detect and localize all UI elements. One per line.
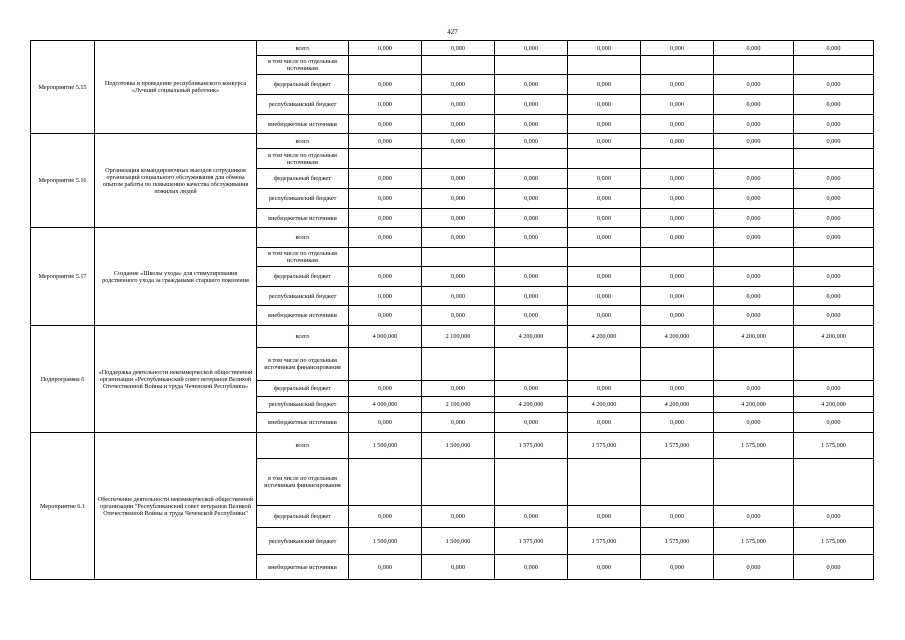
amount-cell: 0,000 xyxy=(641,115,714,134)
amount-cell: 0,000 xyxy=(794,287,874,306)
amount-cell: 0,000 xyxy=(641,228,714,248)
amount-cell: 4 200,000 xyxy=(641,326,714,348)
amount-cell xyxy=(714,149,794,169)
amount-cell: 0,000 xyxy=(714,41,794,56)
amount-cell: 0,000 xyxy=(349,41,422,56)
amount-cell: 0,000 xyxy=(495,413,568,433)
program-code-cell: Мероприятие 5.16 xyxy=(31,134,95,228)
amount-cell: 0,000 xyxy=(714,209,794,228)
funding-source-cell: в том числе по отдельным источникам финансирования xyxy=(257,348,349,381)
amount-cell: 1 575,000 xyxy=(714,528,794,555)
amount-cell: 0,000 xyxy=(568,413,641,433)
amount-cell: 0,000 xyxy=(349,169,422,189)
amount-cell: 1 575,000 xyxy=(714,433,794,459)
amount-cell: 0,000 xyxy=(495,506,568,528)
amount-cell: 0,000 xyxy=(495,209,568,228)
amount-cell: 1 575,000 xyxy=(641,433,714,459)
amount-cell: 2 100,000 xyxy=(422,326,495,348)
amount-cell: 0,000 xyxy=(349,413,422,433)
amount-cell xyxy=(349,459,422,506)
amount-cell: 0,000 xyxy=(495,41,568,56)
amount-cell: 0,000 xyxy=(349,228,422,248)
amount-cell xyxy=(422,149,495,169)
funding-source-cell: республиканский бюджет xyxy=(257,397,349,413)
funding-source-cell: внебюджетные источники xyxy=(257,413,349,433)
amount-cell: 1 500,000 xyxy=(422,433,495,459)
amount-cell: 0,000 xyxy=(794,95,874,115)
funding-source-cell: республиканский бюджет xyxy=(257,287,349,306)
amount-cell: 1 575,000 xyxy=(794,433,874,459)
amount-cell: 0,000 xyxy=(794,228,874,248)
amount-cell: 4 000,000 xyxy=(349,326,422,348)
amount-cell: 1 575,000 xyxy=(495,528,568,555)
funding-source-cell: федеральный бюджет xyxy=(257,169,349,189)
amount-cell xyxy=(568,56,641,75)
page-number: 427 xyxy=(447,28,458,36)
amount-cell: 0,000 xyxy=(641,506,714,528)
amount-cell: 1 500,000 xyxy=(349,433,422,459)
amount-cell: 0,000 xyxy=(422,228,495,248)
amount-cell: 0,000 xyxy=(568,267,641,287)
amount-cell: 1 500,000 xyxy=(422,528,495,555)
funding-source-cell: всего xyxy=(257,134,349,149)
amount-cell: 0,000 xyxy=(794,134,874,149)
amount-cell xyxy=(794,348,874,381)
amount-cell: 0,000 xyxy=(422,306,495,326)
amount-cell: 0,000 xyxy=(349,134,422,149)
amount-cell: 0,000 xyxy=(794,506,874,528)
amount-cell: 0,000 xyxy=(495,228,568,248)
amount-cell: 0,000 xyxy=(422,95,495,115)
funding-source-cell: внебюджетные источники xyxy=(257,555,349,580)
funding-source-cell: республиканский бюджет xyxy=(257,189,349,209)
amount-cell: 0,000 xyxy=(422,209,495,228)
amount-cell: 0,000 xyxy=(641,413,714,433)
amount-cell: 0,000 xyxy=(422,169,495,189)
amount-cell: 0,000 xyxy=(349,555,422,580)
amount-cell xyxy=(714,348,794,381)
amount-cell: 0,000 xyxy=(794,41,874,56)
table-row xyxy=(31,228,874,248)
program-title-cell: Создание «Школы ухода» для стимулирования родственного ухода за гражданами старшего поколения xyxy=(95,228,257,326)
amount-cell: 0,000 xyxy=(422,413,495,433)
amount-cell xyxy=(794,56,874,75)
amount-cell: 0,000 xyxy=(714,228,794,248)
program-title-cell: Организация командировочных выездов сотрудников организаций социального обслуживания для обмена опытом работы по повышению качества обслуживания пожилых людей xyxy=(95,134,257,228)
amount-cell: 0,000 xyxy=(568,228,641,248)
amount-cell: 0,000 xyxy=(641,306,714,326)
amount-cell: 0,000 xyxy=(714,95,794,115)
amount-cell: 0,000 xyxy=(568,134,641,149)
amount-cell: 0,000 xyxy=(641,267,714,287)
funding-source-cell: всего xyxy=(257,228,349,248)
amount-cell: 0,000 xyxy=(794,555,874,580)
amount-cell: 2 100,000 xyxy=(422,397,495,413)
amount-cell: 4 200,000 xyxy=(714,326,794,348)
funding-source-cell: республиканский бюджет xyxy=(257,528,349,555)
amount-cell: 0,000 xyxy=(714,169,794,189)
amount-cell xyxy=(714,56,794,75)
amount-cell xyxy=(422,248,495,267)
amount-cell: 0,000 xyxy=(422,75,495,95)
amount-cell: 0,000 xyxy=(422,115,495,134)
funding-source-cell: в том числе по отдельным источникам xyxy=(257,248,349,267)
amount-cell: 0,000 xyxy=(495,267,568,287)
table-row xyxy=(31,433,874,459)
amount-cell: 0,000 xyxy=(349,381,422,397)
amount-cell xyxy=(568,248,641,267)
funding-source-cell: всего xyxy=(257,433,349,459)
amount-cell: 0,000 xyxy=(568,189,641,209)
amount-cell: 0,000 xyxy=(714,381,794,397)
amount-cell: 0,000 xyxy=(568,169,641,189)
amount-cell: 0,000 xyxy=(794,209,874,228)
amount-cell: 4 200,000 xyxy=(568,326,641,348)
amount-cell: 0,000 xyxy=(794,189,874,209)
amount-cell: 0,000 xyxy=(422,41,495,56)
amount-cell: 0,000 xyxy=(568,555,641,580)
amount-cell: 0,000 xyxy=(495,287,568,306)
table-row xyxy=(31,134,874,149)
amount-cell: 0,000 xyxy=(422,555,495,580)
funding-source-cell: федеральный бюджет xyxy=(257,267,349,287)
amount-cell: 4 200,000 xyxy=(641,397,714,413)
amount-cell xyxy=(794,149,874,169)
amount-cell: 0,000 xyxy=(422,381,495,397)
amount-cell xyxy=(794,248,874,267)
amount-cell: 0,000 xyxy=(641,287,714,306)
amount-cell: 0,000 xyxy=(349,506,422,528)
amount-cell: 0,000 xyxy=(794,267,874,287)
amount-cell xyxy=(495,149,568,169)
amount-cell: 0,000 xyxy=(349,209,422,228)
amount-cell: 0,000 xyxy=(495,95,568,115)
amount-cell: 0,000 xyxy=(641,209,714,228)
amount-cell: 0,000 xyxy=(568,75,641,95)
amount-cell xyxy=(422,348,495,381)
amount-cell: 0,000 xyxy=(568,95,641,115)
amount-cell: 4 000,000 xyxy=(349,397,422,413)
amount-cell: 0,000 xyxy=(714,413,794,433)
amount-cell: 0,000 xyxy=(495,134,568,149)
amount-cell: 0,000 xyxy=(495,381,568,397)
amount-cell: 0,000 xyxy=(641,134,714,149)
amount-cell: 0,000 xyxy=(714,506,794,528)
amount-cell xyxy=(641,248,714,267)
amount-cell: 1 500,000 xyxy=(349,528,422,555)
amount-cell: 0,000 xyxy=(422,134,495,149)
program-title-cell: «Поддержка деятельности некоммерческой общественной организации «Республиканский совет ветеранов Великой Отечественной Войны и труда Чеченской Республики» xyxy=(95,326,257,433)
amount-cell xyxy=(349,348,422,381)
amount-cell: 0,000 xyxy=(422,506,495,528)
amount-cell: 0,000 xyxy=(568,306,641,326)
funding-source-cell: федеральный бюджет xyxy=(257,506,349,528)
funding-source-cell: федеральный бюджет xyxy=(257,381,349,397)
amount-cell: 4 200,000 xyxy=(794,397,874,413)
funding-source-cell: в том числе по отдельным источникам xyxy=(257,149,349,169)
amount-cell xyxy=(349,248,422,267)
amount-cell: 0,000 xyxy=(568,381,641,397)
funding-source-cell: в том числе по отдельным источникам xyxy=(257,56,349,75)
amount-cell: 0,000 xyxy=(495,306,568,326)
amount-cell: 0,000 xyxy=(794,115,874,134)
amount-cell xyxy=(641,459,714,506)
amount-cell: 1 575,000 xyxy=(641,528,714,555)
amount-cell: 0,000 xyxy=(714,267,794,287)
amount-cell: 0,000 xyxy=(568,287,641,306)
amount-cell xyxy=(641,149,714,169)
program-code-cell: Мероприятие 6.1 xyxy=(31,433,95,580)
amount-cell: 0,000 xyxy=(714,75,794,95)
amount-cell: 0,000 xyxy=(714,306,794,326)
amount-cell: 0,000 xyxy=(714,115,794,134)
amount-cell: 0,000 xyxy=(794,413,874,433)
funding-source-cell: внебюджетные источники xyxy=(257,209,349,228)
funding-source-cell: всего xyxy=(257,326,349,348)
amount-cell: 1 575,000 xyxy=(794,528,874,555)
amount-cell: 0,000 xyxy=(495,75,568,95)
amount-cell: 0,000 xyxy=(714,134,794,149)
amount-cell: 0,000 xyxy=(714,287,794,306)
amount-cell xyxy=(714,248,794,267)
amount-cell: 0,000 xyxy=(641,381,714,397)
amount-cell xyxy=(349,56,422,75)
amount-cell: 0,000 xyxy=(349,115,422,134)
amount-cell: 4 200,000 xyxy=(568,397,641,413)
amount-cell xyxy=(641,56,714,75)
amount-cell xyxy=(568,459,641,506)
amount-cell: 4 200,000 xyxy=(714,397,794,413)
amount-cell: 0,000 xyxy=(794,169,874,189)
amount-cell: 0,000 xyxy=(641,555,714,580)
amount-cell: 1 575,000 xyxy=(568,433,641,459)
funding-source-cell: внебюджетные источники xyxy=(257,306,349,326)
amount-cell xyxy=(422,459,495,506)
amount-cell: 0,000 xyxy=(422,267,495,287)
amount-cell xyxy=(495,459,568,506)
amount-cell: 0,000 xyxy=(349,306,422,326)
amount-cell xyxy=(349,149,422,169)
funding-source-cell: республиканский бюджет xyxy=(257,95,349,115)
amount-cell: 0,000 xyxy=(641,41,714,56)
amount-cell xyxy=(422,56,495,75)
amount-cell: 0,000 xyxy=(422,189,495,209)
amount-cell: 4 200,000 xyxy=(495,326,568,348)
amount-cell: 0,000 xyxy=(641,169,714,189)
amount-cell: 0,000 xyxy=(349,267,422,287)
table-row xyxy=(31,41,874,56)
amount-cell xyxy=(714,459,794,506)
funding-source-cell: внебюджетные источники xyxy=(257,115,349,134)
program-code-cell: Подпрограмма 6 xyxy=(31,326,95,433)
amount-cell: 0,000 xyxy=(794,306,874,326)
amount-cell: 0,000 xyxy=(349,189,422,209)
amount-cell: 0,000 xyxy=(641,189,714,209)
amount-cell: 0,000 xyxy=(794,381,874,397)
program-title-cell: Подготовка и проведение республиканского конкурса «Лучший социальный работник» xyxy=(95,41,257,134)
amount-cell xyxy=(568,348,641,381)
funding-source-cell: всего xyxy=(257,41,349,56)
amount-cell xyxy=(495,348,568,381)
amount-cell: 0,000 xyxy=(794,75,874,95)
amount-cell xyxy=(495,248,568,267)
amount-cell: 0,000 xyxy=(714,189,794,209)
amount-cell: 0,000 xyxy=(568,41,641,56)
amount-cell: 1 575,000 xyxy=(495,433,568,459)
amount-cell: 0,000 xyxy=(495,189,568,209)
amount-cell: 0,000 xyxy=(349,287,422,306)
amount-cell: 0,000 xyxy=(422,287,495,306)
amount-cell: 0,000 xyxy=(568,209,641,228)
funding-source-cell: федеральный бюджет xyxy=(257,75,349,95)
budget-table xyxy=(30,40,874,580)
amount-cell: 0,000 xyxy=(641,95,714,115)
amount-cell: 0,000 xyxy=(641,75,714,95)
amount-cell: 0,000 xyxy=(568,506,641,528)
amount-cell: 0,000 xyxy=(495,555,568,580)
amount-cell: 0,000 xyxy=(495,115,568,134)
amount-cell: 0,000 xyxy=(714,555,794,580)
program-code-cell: Мероприятие 5.17 xyxy=(31,228,95,326)
amount-cell: 0,000 xyxy=(495,169,568,189)
amount-cell xyxy=(641,348,714,381)
program-title-cell: Обеспечение деятельности некоммерческой общественной организации "Республиканский совет ветеранов Великой Отечественной Войны и труда Чеченской Республики" xyxy=(95,433,257,580)
amount-cell: 1 575,000 xyxy=(568,528,641,555)
program-code-cell: Мероприятие 5.15 xyxy=(31,41,95,134)
funding-source-cell: в том числе по отдельным источникам финансирования xyxy=(257,459,349,506)
amount-cell: 0,000 xyxy=(349,75,422,95)
amount-cell: 0,000 xyxy=(349,95,422,115)
amount-cell: 4 200,000 xyxy=(794,326,874,348)
amount-cell xyxy=(568,149,641,169)
table-row xyxy=(31,326,874,348)
amount-cell xyxy=(794,459,874,506)
amount-cell: 0,000 xyxy=(568,115,641,134)
amount-cell: 4 200,000 xyxy=(495,397,568,413)
amount-cell xyxy=(495,56,568,75)
